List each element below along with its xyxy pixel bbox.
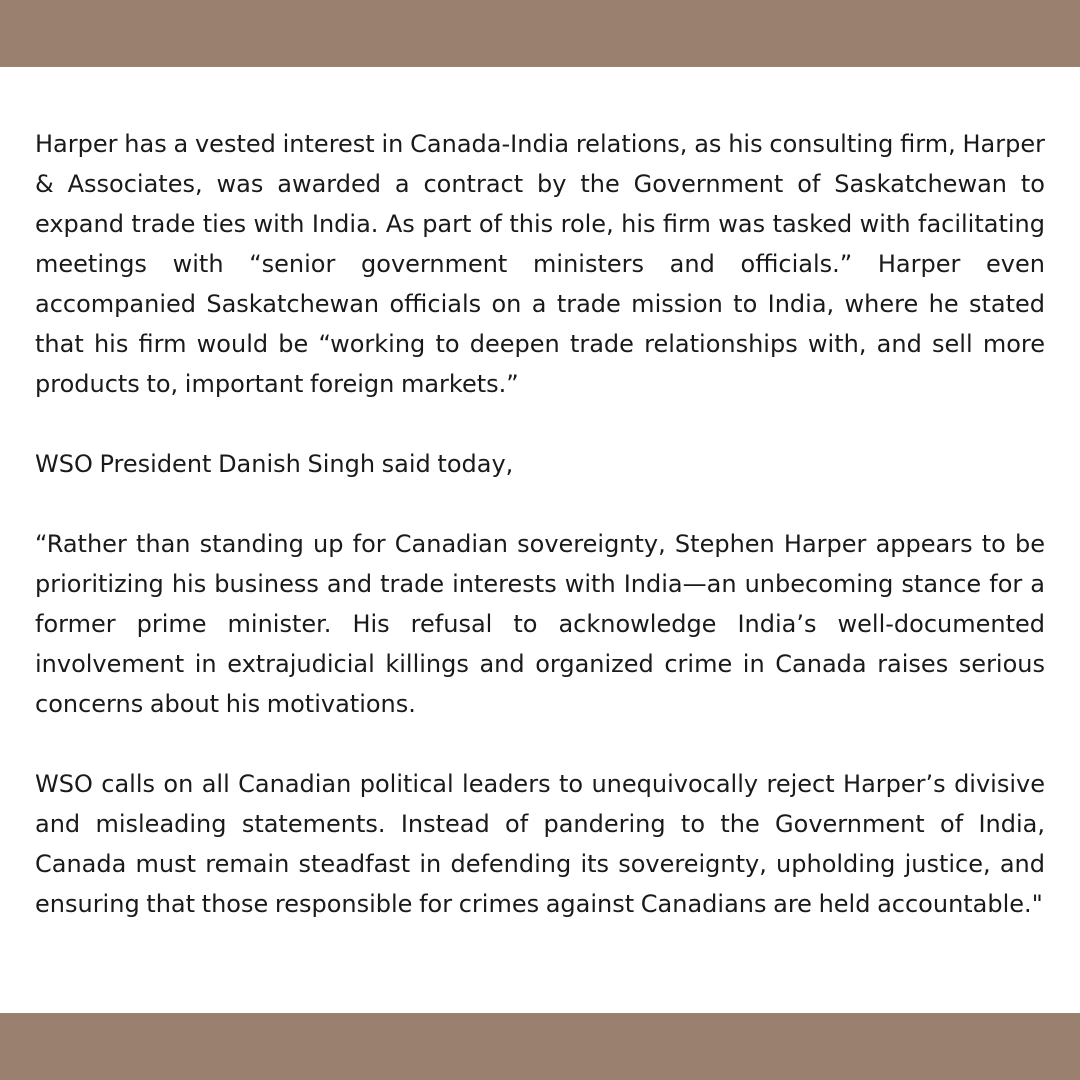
press-release-body bbox=[35, 124, 1045, 924]
paragraph-wso-president-intro: WSO President Danish Singh said today, bbox=[35, 450, 514, 478]
paragraph-singh-quote: “Rather than standing up for Canadian sovereignty, Stephen Harper appears to be prioritizing his business and trade interests with India—an unbecoming stance for a former prime minister. His refusal to acknowledge India’s well-documented involvement in extrajudicial killings and organized crime in Canada raises serious concerns about his motivations. bbox=[35, 530, 1045, 718]
paragraph-harper-interest: Harper has a vested interest in Canada-India relations, as his consulting firm, Harper & Associates, was awarded a contract by the Government of Saskatchewan to expand trade ties with India. As part of this role, his firm was tasked with facilitating meetings with “senior government ministers and officials.” Harper even accompanied Saskatchewan officials on a trade mission to India, where he stated that his firm would be “working to deepen trade relationships with, and sell more products to, important foreign markets.” bbox=[35, 130, 1045, 398]
top-decorative-band bbox=[0, 0, 1080, 67]
bottom-decorative-band bbox=[0, 1013, 1080, 1080]
paragraph-wso-call-to-action: WSO calls on all Canadian political leaders to unequivocally reject Harper’s divisive and misleading statements. Instead of pandering to the Government of India, Canada must remain steadfast in defending its sovereignty, upholding justice, and ensuring that those responsible for crimes against Canadians are held accountable." bbox=[35, 770, 1045, 918]
